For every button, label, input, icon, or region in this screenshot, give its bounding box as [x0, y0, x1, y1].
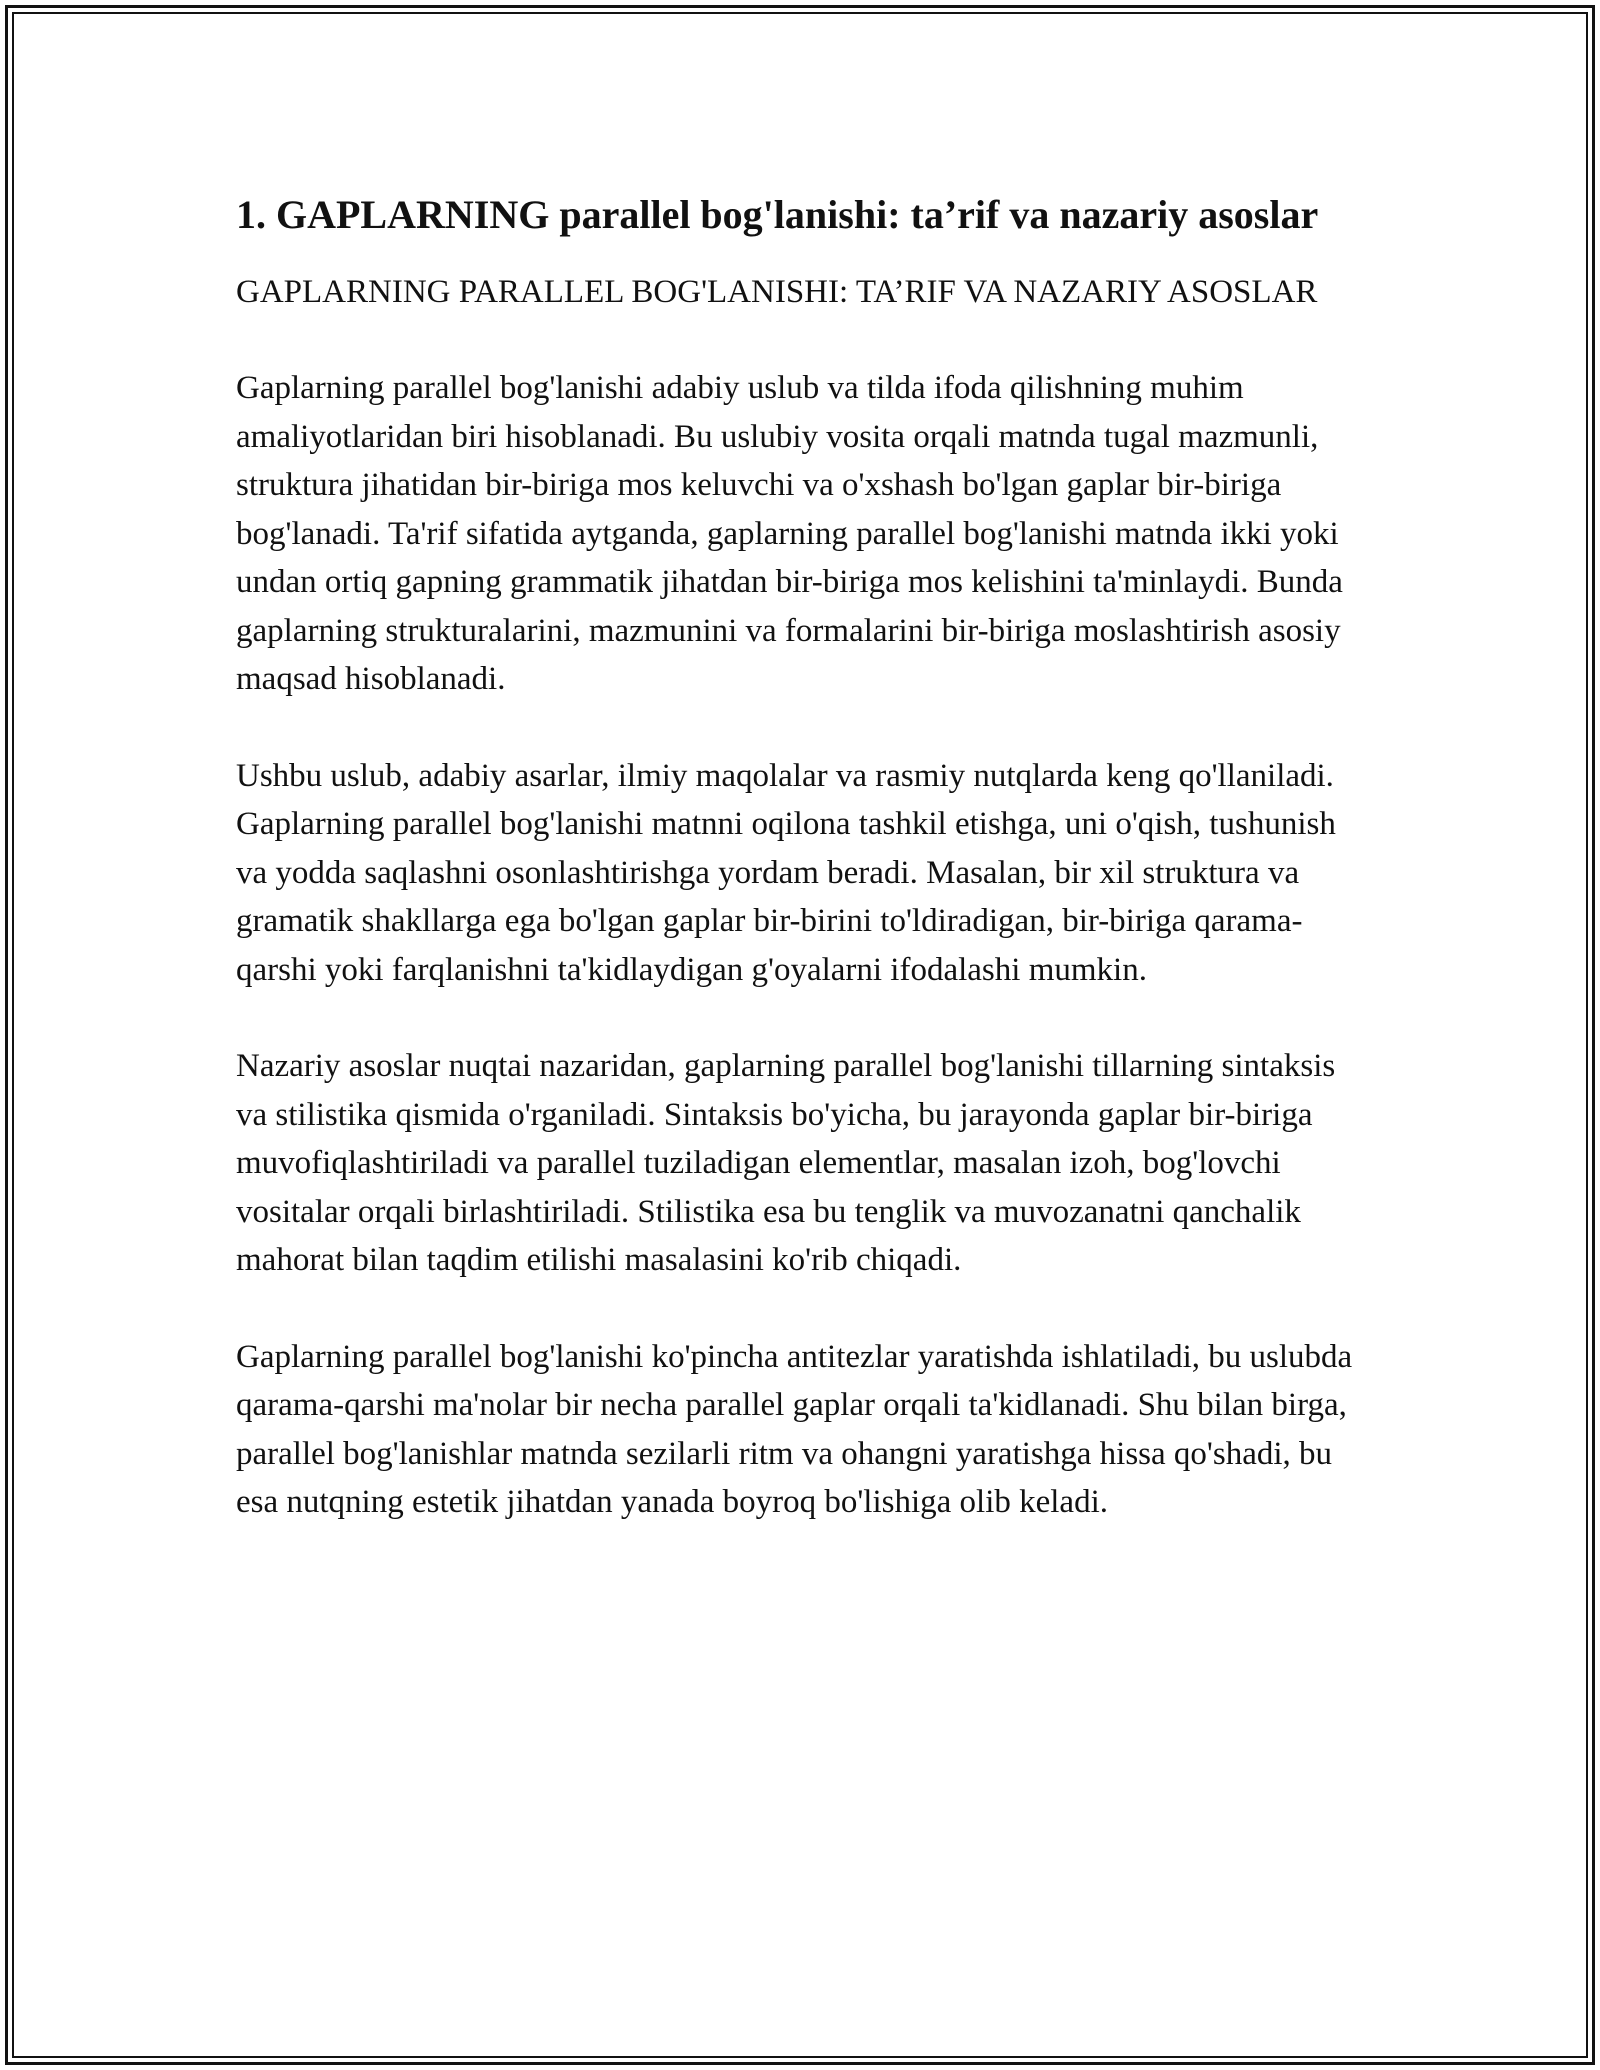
- paragraph-1: Gaplarning parallel bog'lanishi adabiy uslub va tilda ifoda qilishning muhim amaliyotlaridan biri hisoblanadi. Bu uslubiy vosita orqali matnda tugal mazmunli, struktura jihatidan bir-biriga mos keluvchi va o'xshash bo'lgan gaplar bir-biriga bog'lanadi. Ta'rif sifatida aytganda, gaplarning parallel bog'lanishi matnda ikki yoki undan ortiq gapning grammatik jihatdan bir-biriga mos kelishini ta'minlaydi. Bunda gaplarning strukturalarini, mazmunini va formalarini bir-biriga moslashtirish asosiy maqsad hisoblanadi.: [236, 370, 1343, 697]
- section-subheading: GAPLARNING PARALLEL BOG'LANISHI: TA’RIF VA NAZARIY ASOSLAR: [236, 274, 1318, 310]
- section-heading: 1. GAPLARNING parallel bog'lanishi: ta’rif va nazariy asoslar: [236, 192, 1319, 237]
- paragraph-2: Ushbu uslub, adabiy asarlar, ilmiy maqolalar va rasmiy nutqlarda keng qo'llaniladi. Gaplarning parallel bog'lanishi matnni oqilona tashkil etishga, uni o'qish, tushunish va yodda saqlashni osonlashtirishga yordam beradi. Masalan, bir xil struktura va gramatik shakllarga ega bo'lgan gaplar bir-birini to'ldiradigan, bir-biriga qarama-qarshi yoki farqlanishni ta'kidlaydigan g'oyalarni ifodalashi mumkin.: [236, 757, 1336, 988]
- document-body: [236, 188, 1366, 1527]
- paragraph-4: Gaplarning parallel bog'lanishi ko'pincha antitezlar yaratishda ishlatiladi, bu uslubda qarama-qarshi ma'nolar bir necha parallel gaplar orqali ta'kidlanadi. Shu bilan birga, parallel bog'lanishlar matnda sezilarli ritm va ohangni yaratishga hissa qo'shadi, bu esa nutqning estetik jihatdan yanada boyroq bo'lishiga olib keladi.: [236, 1338, 1353, 1520]
- paragraph-3: Nazariy asoslar nuqtai nazaridan, gaplarning parallel bog'lanishi tillarning sintaksis va stilistika qismida o'rganiladi. Sintaksis bo'yicha, bu jarayonda gaplar bir-biriga muvofiqlashtiriladi va parallel tuziladigan elementlar, masalan izoh, bog'lovchi vositalar orqali birlashtiriladi. Stilistika esa bu tenglik va muvozanatni qanchalik mahorat bilan taqdim etilishi masalasini ko'rib chiqadi.: [236, 1048, 1336, 1278]
